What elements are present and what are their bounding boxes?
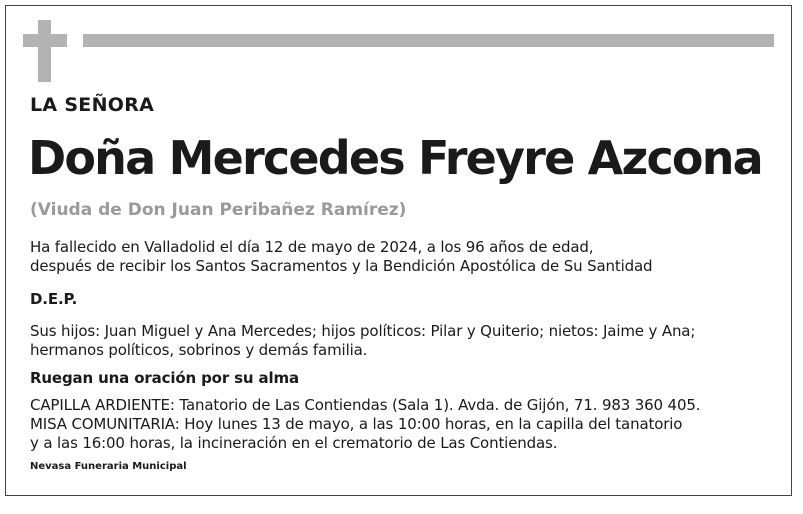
family-line-2: hermanos políticos, sobrinos y demás familia. (30, 341, 368, 359)
family-line-1: Sus hijos: Juan Miguel y Ana Mercedes; hijos políticos: Pilar y Quiterio; nietos: Jaime y Ana; (30, 322, 696, 340)
mass-line-1: MISA COMUNITARIA: Hoy lunes 13 de mayo, a las 10:00 horas, en la capilla del tanatorio (30, 415, 683, 433)
chapel-line: CAPILLA ARDIENTE: Tanatorio de Las Contiendas (Sala 1). Avda. de Gijón, 71. 983 360 405. (30, 396, 701, 414)
dep-label: D.E.P. (30, 290, 78, 308)
widow-of-line: (Viuda de Don Juan Peribañez Ramírez) (30, 200, 407, 220)
death-line-1: Ha fallecido en Valladolid el día 12 de mayo de 2024, a los 96 años de edad, (30, 238, 594, 256)
cross-icon (38, 20, 51, 82)
deceased-name: Doña Mercedes Freyre Azcona (28, 131, 762, 185)
cross-icon-bar (23, 34, 67, 47)
honorific-heading: LA SEÑORA (30, 94, 155, 116)
death-line-2: después de recibir los Santos Sacramentos y la Bendición Apostólica de Su Santidad (30, 257, 653, 275)
prayer-request: Ruegan una oración por su alma (30, 369, 299, 387)
funeral-home-credit: Nevasa Funeraria Municipal (30, 461, 187, 472)
mass-line-2: y a las 16:00 horas, la incineración en el crematorio de Las Contiendas. (30, 434, 558, 452)
header-rule (83, 34, 774, 47)
